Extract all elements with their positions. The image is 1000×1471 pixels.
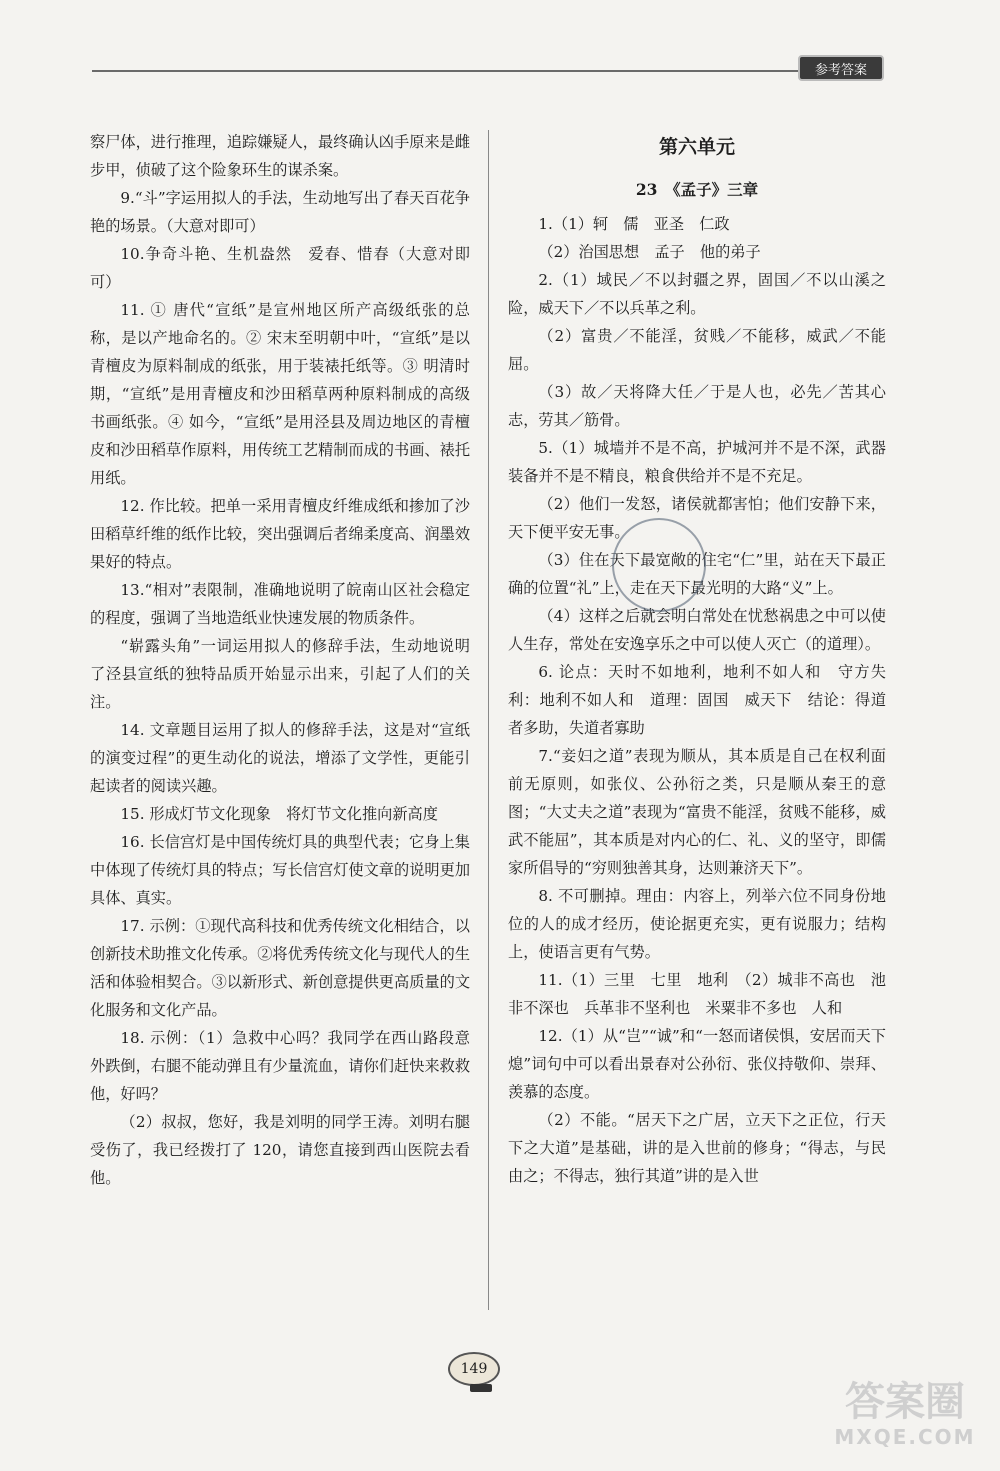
right-column	[508, 132, 886, 1190]
answer-paragraph: （3）住在天下最宽敞的住宅“仁”里，站在天下最正确的位置“礼”上，走在天下最光明的大路“义”上。	[508, 551, 886, 597]
answer-paragraph: （2）不能。“居天下之广居，立天下之正位，行天下之大道”是基础，讲的是入世前的修身；“得志，与民由之；不得志，独行其道”讲的是入世	[508, 1111, 886, 1185]
watermark-logo	[820, 1380, 990, 1460]
answer-paragraph: （3）故／天将降大任／于是人也，必先／苦其心志，劳其／筋骨。	[508, 383, 886, 429]
column-divider	[488, 130, 489, 1310]
answer-paragraph: （2）他们一发怒，诸侯就都害怕；他们安静下来，天下便平安无事。	[508, 495, 886, 541]
answer-paragraph: （2）治国思想 孟子 他的弟子	[538, 243, 761, 261]
stamp-seal	[612, 518, 706, 612]
left-column	[90, 128, 470, 1192]
answer-paragraph: 1.（1）轲 儒 亚圣 仁政	[538, 215, 730, 233]
right-answers	[508, 210, 886, 1190]
answer-paragraph: （2）叔叔，您好，我是刘明的同学王涛。刘明右腿受伤了，我已经拨打了 120，请您直接到西山医院去看他。	[90, 1113, 470, 1187]
answer-paragraph: 14. 文章题目运用了拟人的修辞手法，这是对“宣纸的演变过程”的更生动化的说法，增添了文学性，更能引起读者的阅读兴趣。	[90, 721, 470, 795]
answer-paragraph: 8. 不可删掉。理由：内容上，列举六位不同身份地位的人的成才经历，使论据更充实，更有说服力；结构上，使语言更有气势。	[508, 887, 886, 961]
answer-paragraph: 7.“妾妇之道”表现为顺从，其本质是自己在权利面前无原则，如张仪、公孙衍之类，只是顺从秦王的意图；“大丈夫之道”表现为“富贵不能淫，贫贱不能移，威武不能屈”，其本质是对内心的仁、礼、义的坚守，即儒家所倡导的“穷则独善其身，达则兼济天下”。	[508, 747, 886, 877]
answer-paragraph: 13.“相对”表限制，准确地说明了皖南山区社会稳定的程度，强调了当地造纸业快速发展的物质条件。	[90, 581, 470, 627]
page-number: 149	[448, 1352, 500, 1386]
answer-paragraph: “崭露头角”一词运用拟人的修辞手法，生动地说明了泾县宣纸的独特品质开始显示出来，引起了人们的关注。	[90, 637, 470, 711]
unit-title: 第六单元	[658, 136, 735, 158]
lesson-title: 23 《孟子》三章	[635, 180, 759, 199]
answer-paragraph: 5.（1）城墙并不是不高，护城河并不是不深，武器装备并不是不精良，粮食供给并不是不充足。	[508, 439, 886, 485]
watermark-line2: MXQE.COM	[834, 1425, 976, 1449]
answer-paragraph: （2）富贵／不能淫，贫贱／不能移，威武／不能屈。	[508, 327, 886, 373]
answer-paragraph: 6. 论点：天时不如地利，地利不如人和 守方失利：地利不如人和 道理：固国 威天下 结论：得道者多助，失道者寡助	[508, 663, 886, 737]
answer-paragraph: 2.（1）域民／不以封疆之界，固国／不以山溪之险，威天下／不以兵革之利。	[508, 271, 886, 317]
answer-paragraph: 12. 作比较。把单一采用青檀皮纤维成纸和掺加了沙田稻草纤维的纸作比较，突出强调后者绵柔度高、润墨效果好的特点。	[90, 497, 470, 571]
graduation-cap-icon	[470, 1384, 492, 1392]
answer-paragraph: 18. 示例：（1）急救中心吗？我同学在西山路段意外跌倒，右腿不能动弹且有少量流血，请你们赶快来救救他，好吗？	[90, 1029, 470, 1103]
answer-paragraph: 16. 长信宫灯是中国传统灯具的典型代表；它身上集中体现了传统灯具的特点；写长信宫灯使文章的说明更加具体、真实。	[90, 833, 470, 907]
answer-paragraph: 9.“斗”字运用拟人的手法，生动地写出了春天百花争艳的场景。（大意对即可）	[90, 189, 470, 235]
answer-paragraph: 察尸体，进行推理，追踪嫌疑人，最终确认凶手原来是雌步甲，侦破了这个险象环生的谋杀案。	[90, 133, 470, 179]
header-rule	[92, 70, 804, 72]
answer-paragraph: 10.争奇斗艳、生机盎然 爱春、惜春（大意对即可）	[90, 245, 470, 291]
answer-paragraph: 17. 示例：①现代高科技和优秀传统文化相结合，以创新技术助推文化传承。②将优秀传统文化与现代人的生活和体验相契合。③以新形式、新创意提供更高质量的文化服务和文化产品。	[90, 917, 470, 1019]
watermark-line1: 答案圈	[845, 1379, 965, 1425]
answer-paragraph: 11. ① 唐代“宣纸”是宣州地区所产高级纸张的总称，是以产地命名的。② 宋末至明朝中叶，“宣纸”是以青檀皮为原料制成的纸张，用于装裱托纸等。③ 明清时期，“宣纸”是用青檀皮和沙田稻草两种原料制成的高级书画纸张。④ 如今，“宣纸”是用泾县及周边地区的青檀皮和沙田稻草作原料，用传统工艺精制而成的书画、裱托用纸。	[90, 301, 470, 487]
answer-paragraph: 12.（1）从“岂”“诚”和“一怒而诸侯惧，安居而天下熄”词句中可以看出景春对公孙衍、张仪持敬仰、崇拜、羡慕的态度。	[508, 1027, 886, 1101]
answer-paragraph: 11.（1）三里 七里 地利 （2）城非不高也 池非不深也 兵革非不坚利也 米粟非不多也 人和	[508, 971, 886, 1017]
answer-paragraph: 15. 形成灯节文化现象 将灯节文化推向新高度	[120, 805, 438, 823]
header-tab-answers: 参考答案	[798, 55, 884, 81]
answer-paragraph: （4）这样之后就会明白常处在忧愁祸患之中可以使人生存，常处在安逸享乐之中可以使人灭亡（的道理）。	[508, 607, 886, 653]
